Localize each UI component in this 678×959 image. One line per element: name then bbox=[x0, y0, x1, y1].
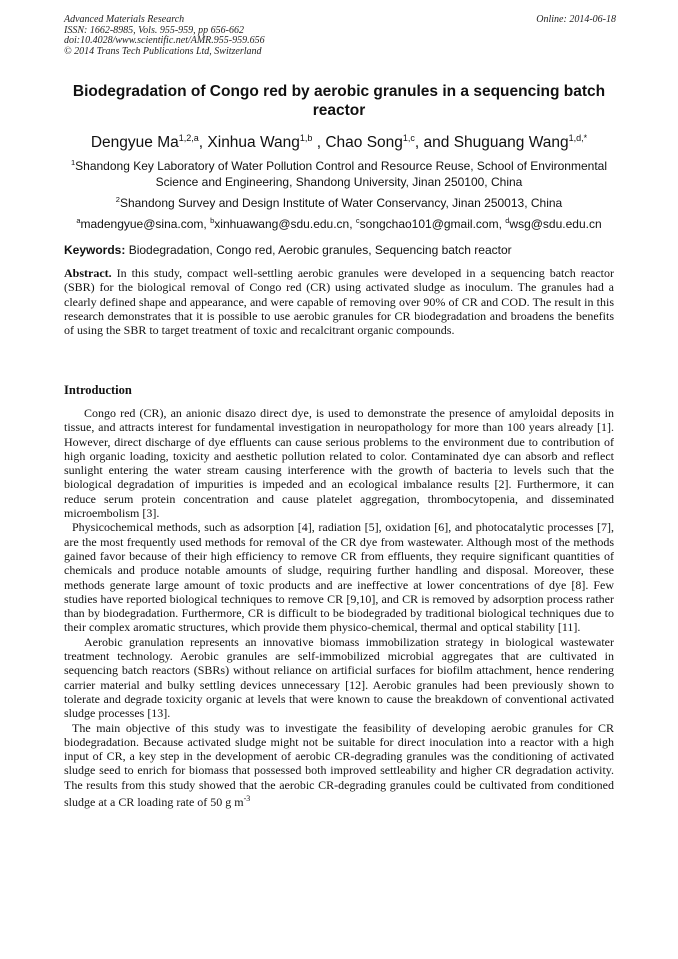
email-link[interactable]: xinhuawang@sdu.edu.cn, bbox=[214, 217, 356, 231]
intro-paragraph bbox=[64, 721, 614, 810]
affiliation-sup: 1 bbox=[70, 158, 76, 167]
affiliation-sup: 2 bbox=[115, 195, 120, 204]
abstract-text: In this study, compact well-settling aerobic granules were developed in a sequencing batch reactor (SBR) for the biological removal of Congo red (CR) using activated sludge as inoculum. The granules had a clearly defined shape and appearance, and were capable of removing over 90% of CR and COD. The result in this research demonstrates that it is possible to use aerobic granules for CR biodegradation and broadens the benefits of using the SBR to target treatment of toxic and recalcitrant organic compounds. bbox=[64, 266, 614, 338]
email-sup: b bbox=[210, 216, 215, 225]
author-sup-text: 1,d, bbox=[568, 133, 584, 143]
affiliation-text: Shandong Key Laboratory of Water Pollution Control and Resource Reuse, School of Environmental Science and Engineering, Shandong University, Jinan 250100, China bbox=[75, 159, 608, 189]
affiliation-1 bbox=[60, 155, 618, 190]
email-link[interactable]: songchao101@gmail.com, bbox=[359, 217, 506, 231]
intro-paragraph: Congo red (CR), an anionic disazo direct dye, is used to demonstrate the presence of amyloidal deposits in tissue, and attracts interest for fundamental investigation in neuropathology for more than 100 years already [1]. However, direct discharge of dye effluents can cause serious problems to the environment due to contribution of high organic loading, toxicity and aesthetic pollution related to color. Contaminated dye can absorb and reflect sunlight entering the water stream causing interference with the growth of bacteria to levels such that the biological degradation of impurities is impeded and an ecological imbalance results [2]. Furthermore, it can reduce serum protein concentration and cause platelet aggregation, thrombocytopenia, and disseminated microembolism [3]. bbox=[64, 406, 614, 521]
doi-line: doi:10.4028/www.scientific.net/AMR.955-959.656 bbox=[64, 35, 265, 46]
email-link[interactable]: madengyue@sina.com, bbox=[80, 217, 211, 231]
keywords bbox=[64, 243, 624, 258]
introduction-body bbox=[64, 406, 614, 809]
online-date: Online: 2014-06-18 bbox=[536, 14, 616, 25]
author-name: Xinhua Wang bbox=[207, 134, 300, 152]
author-list bbox=[30, 128, 648, 153]
abstract-label: Abstract. bbox=[64, 266, 112, 280]
journal-header bbox=[64, 15, 616, 57]
email-sup: a bbox=[76, 216, 81, 225]
email-sup: c bbox=[355, 216, 360, 225]
intro-paragraph-text: The main objective of this study was to investigate the feasibility of developing aerobic granules for CR biodegradation. Because activated sludge might not be suitable for direct inoculation into a reactor with a high input of CR, a key step in the development of aerobic CR-degrading granules was the conditioning of activated sludge seed to enrich for biomass that possessed both improved settleability and higher CR degradation activity. The results from this study showed that the aerobic CR-degrading granules could be cultivated from conditioned sludge at a CR loading rate of 50 g m bbox=[64, 720, 614, 810]
intro-paragraph: Physicochemical methods, such as adsorption [4], radiation [5], oxidation [6], and photocatalytic processes [7], are the most frequently used methods for removal of the CR dye from wastewater. Although most of the methods gained favor because of their high efficiency to remove CR from effluents, they require significant quantities of chemicals and produce notable amounts of sludge, requiring further handling and disposal. Moreover, these methods generate large amount of toxic products and are ineffective at lower concentrations of dye [8]. Few studies have reported biological techniques to remove CR [9,10], and CR is removed by adsorption process rather than by biodegradation. Furthermore, CR is difficult to be biodegraded by traditional biological techniques due to their complex aromatic structures, which provide them physico-chemical, thermal and optical stability [11]. bbox=[64, 520, 614, 635]
author-sup: 1,c bbox=[402, 133, 415, 143]
author-sep: , bbox=[312, 134, 326, 152]
paper-title: Biodegradation of Congo red by aerobic granules in a sequencing batch reactor bbox=[72, 83, 606, 119]
email-link[interactable]: wsg@sdu.edu.cn bbox=[509, 217, 602, 231]
section-heading-introduction: Introduction bbox=[64, 383, 132, 397]
author-sep: , and bbox=[414, 134, 454, 152]
author-sup bbox=[569, 133, 588, 143]
abstract bbox=[64, 266, 614, 337]
keywords-text: Biodegradation, Congo red, Aerobic granules, Sequencing batch reactor bbox=[125, 243, 512, 257]
email-list bbox=[40, 213, 638, 232]
email-sup: d bbox=[505, 216, 510, 225]
author-sup: 1,b bbox=[299, 133, 313, 143]
corresponding-star-icon: * bbox=[583, 133, 588, 143]
unit-superscript: -3 bbox=[243, 794, 251, 804]
author-sup: 1,2,a bbox=[178, 133, 199, 143]
affiliation-2 bbox=[60, 192, 618, 212]
intro-paragraph: Aerobic granulation represents an innovative biomass immobilization strategy in biological wastewater treatment technology. Aerobic granules are self-immobilized microbial aggregates that are cultivated in sequencing batch reactors (SBRs) without reliance on artificial surfaces for biofilm attachment, hence rendering carrier material and bulky settling devices unnecessary [12]. Aerobic granules had been previously shown to tolerate and degrade toxicity organic at levels that were known to cause the breakdown of conventional activated sludge processes [13]. bbox=[64, 634, 614, 721]
copyright-line: © 2014 Trans Tech Publications Ltd, Switzerland bbox=[64, 45, 262, 57]
journal-name: Advanced Materials Research bbox=[64, 14, 185, 25]
author-name: Chao Song bbox=[325, 134, 403, 152]
author-name: Dengyue Ma bbox=[90, 134, 179, 152]
keywords-label: Keywords: bbox=[64, 243, 126, 257]
affiliation-text: Shandong Survey and Design Institute of Water Conservancy, Jinan 250013, China bbox=[119, 196, 563, 210]
author-sep: , bbox=[198, 134, 208, 152]
issn-line: ISSN: 1662-8985, Vols. 955-959, pp 656-662 bbox=[64, 24, 244, 36]
author-name: Shuguang Wang bbox=[453, 134, 569, 152]
